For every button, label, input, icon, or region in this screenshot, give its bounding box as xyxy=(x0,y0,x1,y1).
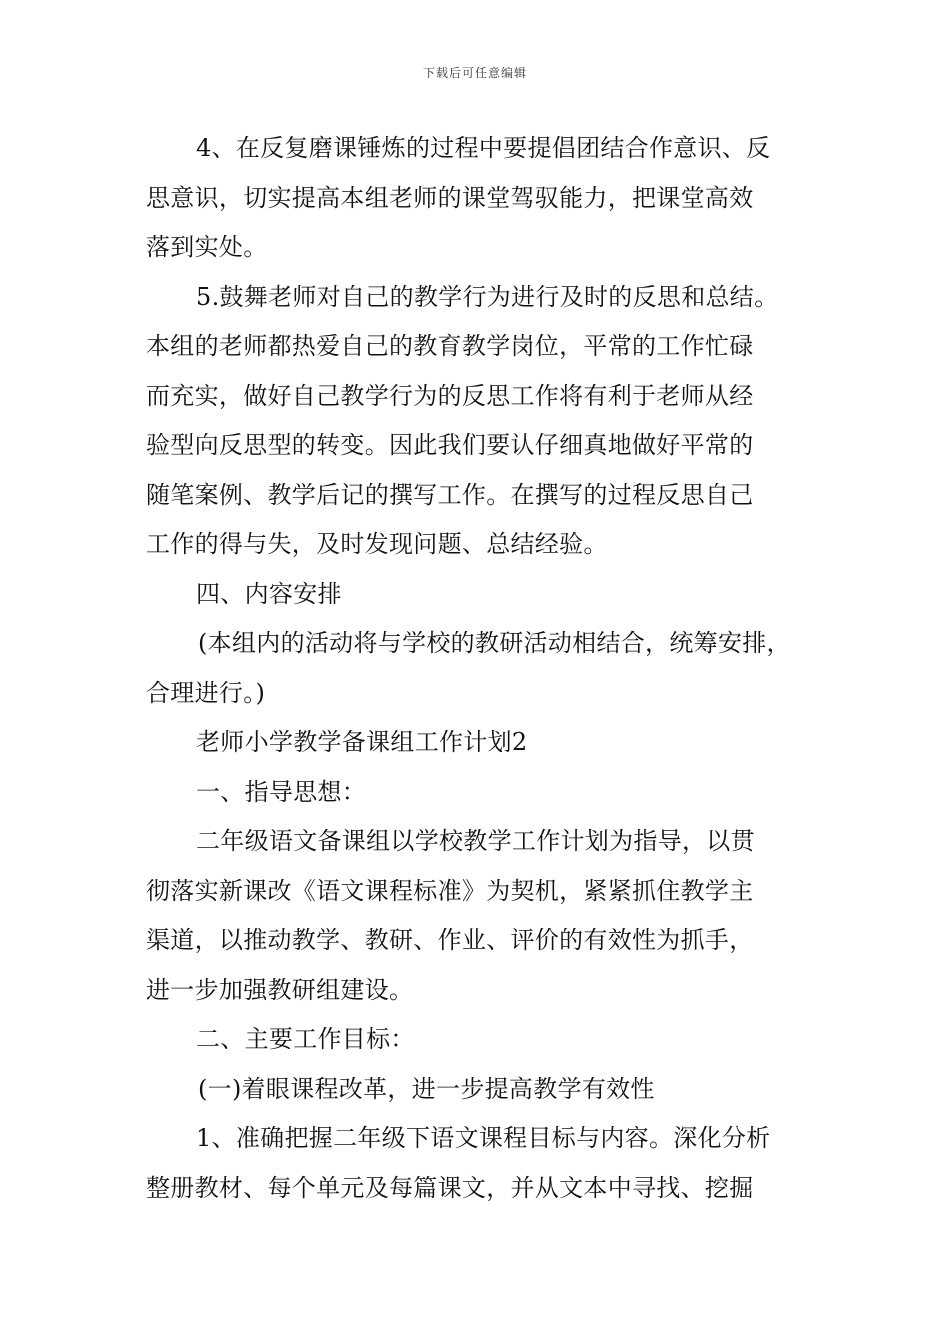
text-line: 思意识，切实提高本组老师的课堂驾驭能力，把课堂高效 xyxy=(146,183,754,212)
section-heading: 二、主要工作目标： xyxy=(196,1025,415,1053)
text-line: 5.鼓舞老师对自己的教学行为进行及时的反思和总结。 xyxy=(196,282,779,311)
section-heading: 一、指导思想： xyxy=(196,777,367,806)
text-line: (本组内的活动将与学校的教研活动相结合，统筹安排， xyxy=(198,629,791,657)
text-line: 彻落实新课改《语文课程标准》为契机，紧紧抓住教学主 xyxy=(146,876,754,905)
document-body xyxy=(146,124,816,1213)
header-note: 下载后可任意编辑 xyxy=(422,66,527,80)
text-line: 1、准确把握二年级下语文课程目标与内容。深化分析 xyxy=(196,1124,771,1152)
text-line: 合理进行。) xyxy=(146,678,266,707)
text-line: 4、在反复磨课锤炼的过程中要提倡团结合作意识、反 xyxy=(196,134,771,162)
text-line: 随笔案例、教学后记的撰写工作。在撰写的过程反思自己 xyxy=(146,480,754,509)
text-line: 而充实，做好自己教学行为的反思工作将有利于老师从经 xyxy=(146,381,754,410)
text-line: 渠道，以推动教学、教研、作业、评价的有效性为抓手， xyxy=(146,926,754,954)
text-line: 工作的得与失，及时发现问题、总结经验。 xyxy=(146,530,608,558)
text-line: 本组的老师都热爱自己的教育教学岗位，平常的工作忙碌 xyxy=(146,332,754,360)
document-title: 老师小学教学备课组工作计划2 xyxy=(196,728,528,756)
text-line: 进一步加强教研组建设。 xyxy=(146,975,414,1004)
text-line: 验型向反思型的转变。因此我们要认仔细真地做好平常的 xyxy=(146,431,754,459)
text-line: 二年级语文备课组以学校教学工作计划为指导，以贯 xyxy=(196,827,755,855)
subsection-heading: (一)着眼课程改革，进一步提高教学有效性 xyxy=(198,1074,655,1103)
section-heading: 四、内容安排 xyxy=(196,579,342,608)
text-line: 落到实处。 xyxy=(146,233,268,261)
text-line: 整册教材、每个单元及每篇课文，并从文本中寻找、挖掘 xyxy=(146,1173,754,1202)
